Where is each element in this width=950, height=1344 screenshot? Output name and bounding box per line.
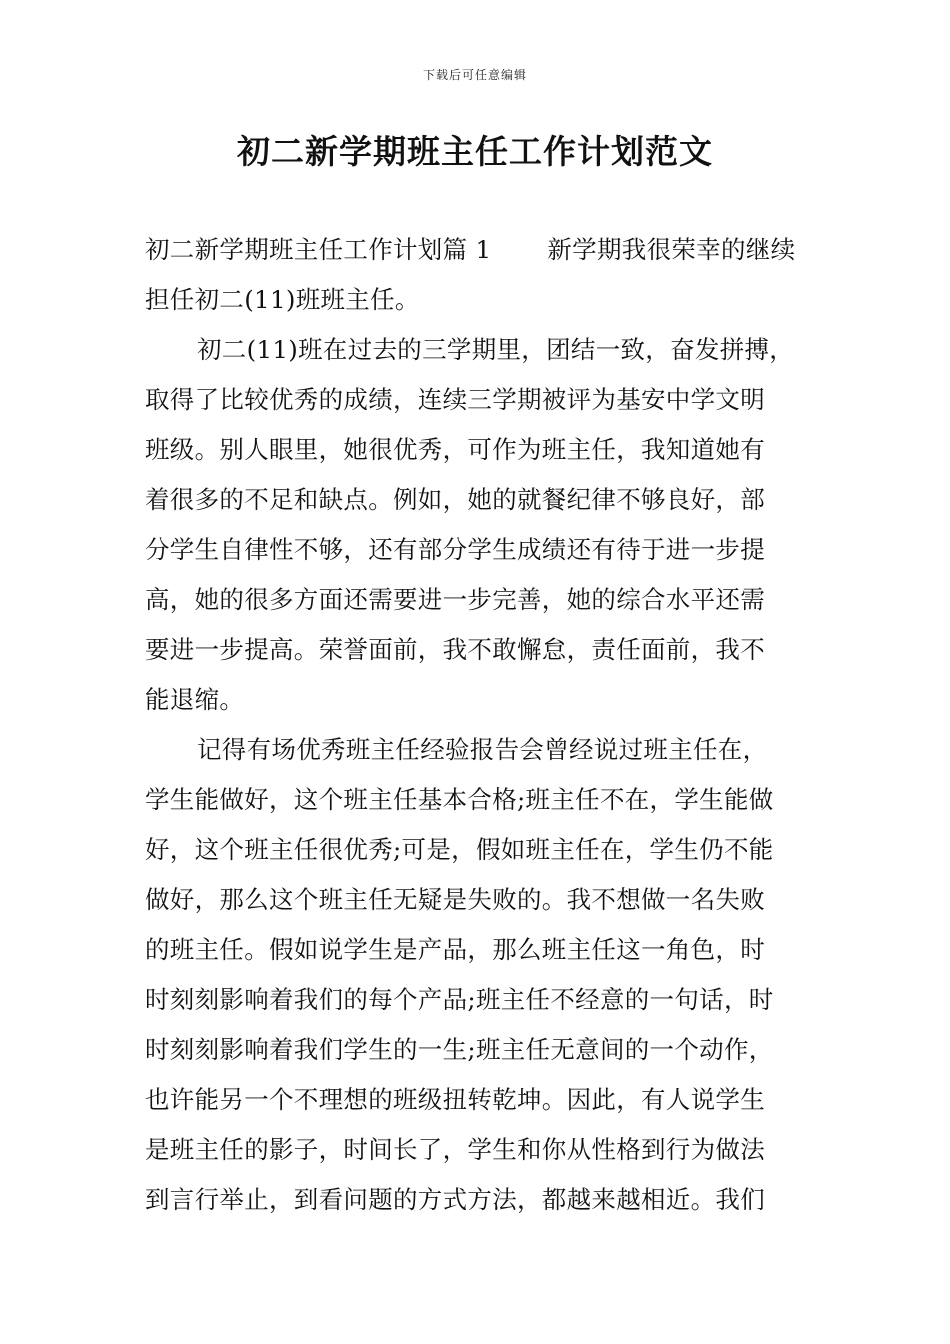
paragraph-line: 能退缩。 bbox=[145, 685, 245, 714]
paragraph-line: 做好，那么这个班主任无疑是失败的。我不想做一名失败 bbox=[145, 885, 765, 914]
paragraph-line: 是班主任的影子，时间长了，学生和你从性格到行为做法 bbox=[145, 1135, 765, 1164]
paragraph-line: 分学生自律性不够，还有部分学生成绩还有待于进一步提 bbox=[145, 535, 765, 564]
paragraph-line: 时刻刻影响着我们学生的一生;班主任无意间的一个动作， bbox=[145, 1035, 774, 1064]
intro-line-2: 担任初二(11)班班主任。 bbox=[145, 285, 420, 314]
paragraph-line: 初二(11)班在过去的三学期里，团结一致，奋发拼搏， bbox=[197, 335, 795, 364]
document-body bbox=[145, 225, 810, 1225]
paragraph-line: 班级。别人眼里，她很优秀，可作为班主任，我知道她有 bbox=[145, 435, 765, 464]
paragraph-line: 也许能另一个不理想的班级扭转乾坤。因此，有人说学生 bbox=[145, 1085, 765, 1114]
paragraph-line: 学生能做好，这个班主任基本合格;班主任不在，学生能做 bbox=[145, 785, 774, 814]
intro-lead: 初二新学期班主任工作计划篇 1 bbox=[145, 235, 492, 264]
paragraph-line: 好，这个班主任很优秀;可是，假如班主任在，学生仍不能 bbox=[145, 835, 774, 864]
paragraph-line: 取得了比较优秀的成绩，连续三学期被评为基安中学文明 bbox=[145, 385, 765, 414]
paragraph-2 bbox=[145, 725, 810, 1225]
paragraph-line: 着很多的不足和缺点。例如，她的就餐纪律不够良好，部 bbox=[145, 485, 765, 514]
intro-tail: 新学期我很荣幸的继续 bbox=[547, 235, 796, 264]
paragraph-line: 要进一步提高。荣誉面前，我不敢懈怠，责任面前，我不 bbox=[145, 635, 765, 664]
paragraph-line: 记得有场优秀班主任经验报告会曾经说过班主任在， bbox=[197, 735, 768, 764]
header-note: 下载后可任意编辑 bbox=[422, 68, 527, 82]
paragraph-line: 高，她的很多方面还需要进一步完善，她的综合水平还需 bbox=[145, 585, 765, 614]
intro-line-1 bbox=[145, 225, 810, 275]
paragraph-line: 的班主任。假如说学生是产品，那么班主任这一角色，时 bbox=[145, 935, 765, 964]
document-title: 初二新学期班主任工作计划范文 bbox=[237, 132, 713, 171]
paragraph-line: 时刻刻影响着我们的每个产品;班主任不经意的一句话，时 bbox=[145, 985, 774, 1014]
paragraph-1 bbox=[145, 325, 810, 725]
paragraph-line: 到言行举止，到看问题的方式方法，都越来越相近。我们 bbox=[145, 1185, 765, 1214]
